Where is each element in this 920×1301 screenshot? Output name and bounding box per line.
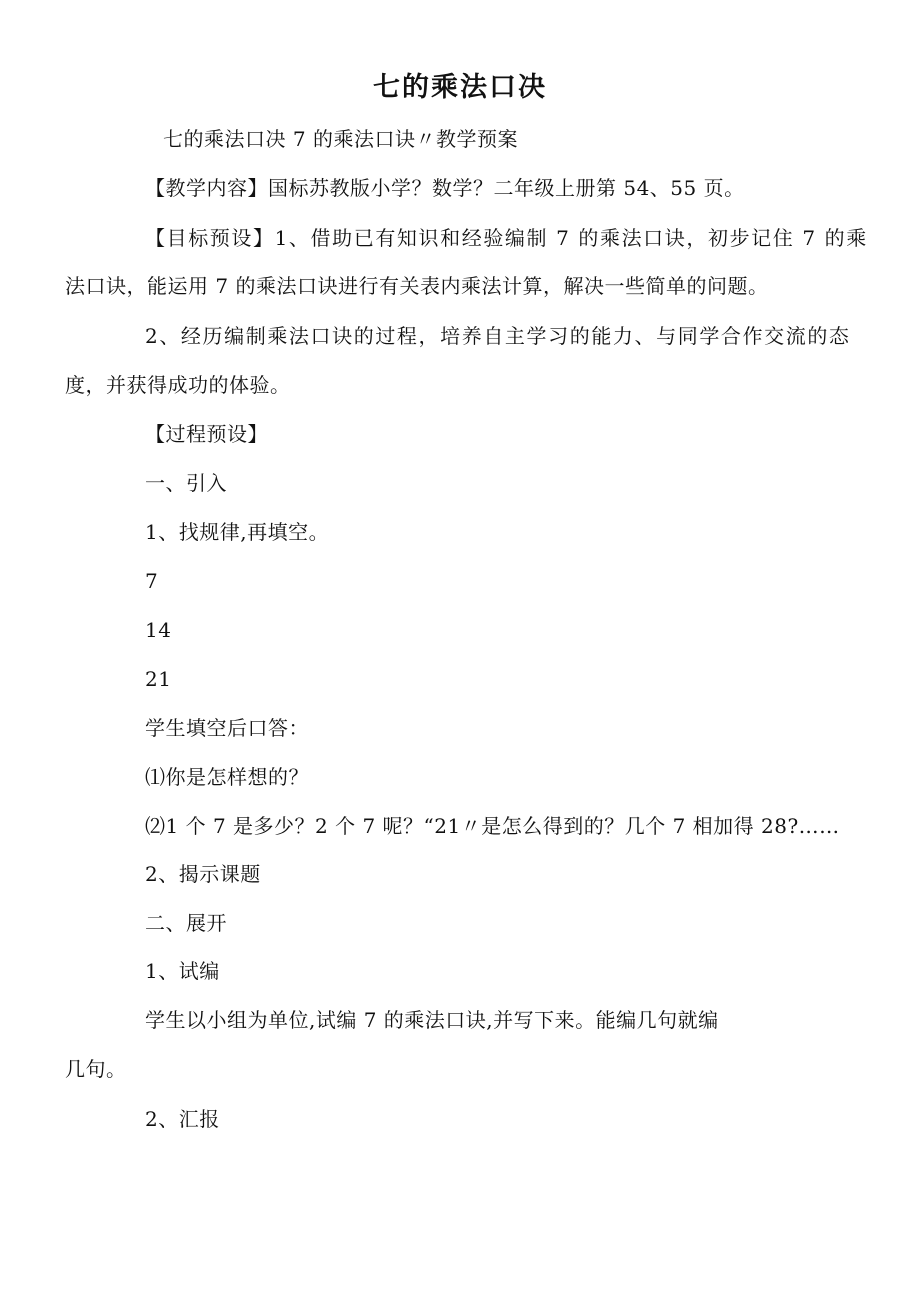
goals-line-1: 【目标预设】1、借助已有知识和经验编制 7 的乘法口诀，初步记住 7 的乘 [145,226,868,250]
student-answer: 学生填空后口答： [145,716,309,740]
step-reveal-topic: 2、揭示课题 [145,862,261,886]
trial-desc-line-1: 学生以小组为单位,试编 7 的乘法口诀,并写下来。能编几句就编 [145,1008,719,1032]
number-21: 21 [145,667,172,691]
number-7: 7 [145,569,159,593]
step-find-pattern: 1、找规律,再填空。 [145,520,330,544]
process-heading: 【过程预设】 [145,422,268,446]
question-1: ⑴你是怎样想的？ [145,765,309,789]
step-trial: 1、试编 [145,959,220,983]
document-title: 七的乘法口决 [373,72,547,103]
number-14: 14 [145,618,172,642]
step-report: 2、汇报 [145,1107,220,1131]
section-intro: 一、引入 [145,471,227,495]
teaching-content: 【教学内容】国标苏教版小学？数学？二年级上册第 54、55 页。 [145,176,745,200]
trial-desc-line-2: 几句。 [65,1057,127,1081]
question-2: ⑵1 个 7 是多少？2 个 7 呢？“21〃是怎么得到的？几个 7 相加得 28?…… [145,814,840,838]
section-expand: 二、展开 [145,911,227,935]
goal2-line-2: 度，并获得成功的体验。 [65,373,291,397]
subtitle: 七的乘法口决 7 的乘法口诀〃教学预案 [163,127,518,151]
goals-line-2: 法口诀，能运用 7 的乘法口诀进行有关表内乘法计算，解决一些简单的问题。 [65,274,769,298]
goal2-line-1: 2、经历编制乘法口诀的过程，培养自主学习的能力、与同学合作交流的态 [145,324,851,348]
